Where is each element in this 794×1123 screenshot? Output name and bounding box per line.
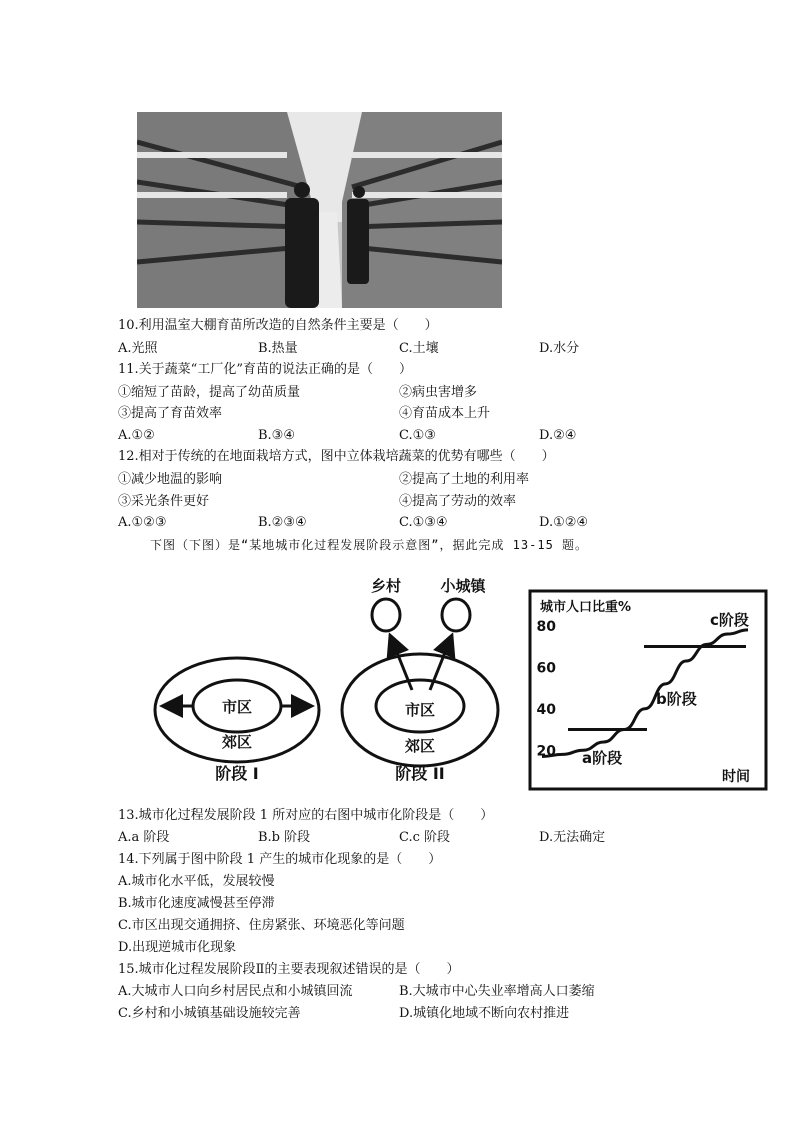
q14-option-a[interactable]: A.城市化水平低，发展较慢 <box>118 874 275 889</box>
chart-title: 城市人口比重% <box>540 600 632 615</box>
q10-option-c[interactable]: C.土壤 <box>399 341 439 356</box>
q11-statement-1: ①缩短了苗龄，提高了幼苗质量 <box>118 385 301 400</box>
urbanization-figure <box>150 575 770 795</box>
q13-option-d[interactable]: D.无法确定 <box>539 830 606 845</box>
q12-statement-2: ②提高了土地的利用率 <box>399 472 530 487</box>
chart-series-line <box>542 630 748 757</box>
chart-y-tick-label: 20 <box>536 743 556 760</box>
greenhouse-photo <box>137 112 502 308</box>
q11-statement-2: ②病虫害增多 <box>399 385 478 400</box>
q14-stem: 14.下列属于图中阶段 1 产生的城市化现象的是（ ） <box>118 852 442 867</box>
chart-y-tick-label: 80 <box>536 618 556 635</box>
stage-2-target-village: 乡村 <box>370 577 402 595</box>
q12-option-a[interactable]: A.①②③ <box>118 515 167 530</box>
q15-option-d[interactable]: D.城镇化地域不断向农村推进 <box>399 1006 570 1021</box>
q11-statement-4: ④育苗成本上升 <box>399 406 491 421</box>
q10-option-a[interactable]: A.光照 <box>118 341 158 356</box>
q10-stem: 10.利用温室大棚育苗所改造的自然条件主要是（ ） <box>118 318 438 333</box>
q11-option-d[interactable]: D.②④ <box>539 428 577 443</box>
q15-stem: 15.城市化过程发展阶段Ⅱ的主要表现叙述错误的是（ ） <box>118 962 460 977</box>
q10-option-d[interactable]: D.水分 <box>539 341 580 356</box>
q13-option-b[interactable]: B.b 阶段 <box>258 830 311 845</box>
stage-2-target-town: 小城镇 <box>440 577 486 595</box>
stage-2-caption: 阶段 II <box>395 764 445 783</box>
q15-option-c[interactable]: C.乡村和小城镇基础设施较完善 <box>118 1006 301 1021</box>
chart-phase-label: c阶段 <box>710 611 749 629</box>
stage-1-inner-label: 市区 <box>221 698 253 716</box>
stage-2-outer-label: 郊区 <box>404 737 436 755</box>
q14-option-b[interactable]: B.城市化速度减慢甚至停滞 <box>118 896 275 911</box>
q15-option-b[interactable]: B.大城市中心失业率增高人口萎缩 <box>399 984 595 999</box>
stage-1-caption: 阶段 I <box>215 764 259 783</box>
q11-statement-3: ③提高了育苗效率 <box>118 406 223 421</box>
q12-statement-3: ③采光条件更好 <box>118 494 210 509</box>
q12-option-c[interactable]: C.①③④ <box>399 515 448 530</box>
chart-phase-label: a阶段 <box>582 749 623 767</box>
chart-y-tick-label: 60 <box>536 660 556 677</box>
q13-option-c[interactable]: C.c 阶段 <box>399 830 451 845</box>
q12-statement-4: ④提高了劳动的效率 <box>399 494 517 509</box>
stage-2-inner-label: 市区 <box>404 701 436 719</box>
q12-statement-1: ①减少地温的影响 <box>118 472 223 487</box>
q11-option-c[interactable]: C.①③ <box>399 428 436 443</box>
q13-stem: 13.城市化过程发展阶段 1 所对应的右图中城市化阶段是（ ） <box>118 808 494 823</box>
q11-stem: 11.关于蔬菜“工厂化”育苗的说法正确的是（ ） <box>118 362 412 377</box>
stage-2-diagram <box>342 577 498 783</box>
chart-y-ticks <box>537 619 557 760</box>
q11-option-a[interactable]: A.①② <box>118 428 155 443</box>
chart-phase-label: b阶段 <box>656 690 697 708</box>
q12-stem: 12.相对于传统的在地面栽培方式，图中立体栽培蔬菜的优势有哪些（ ） <box>118 449 555 464</box>
q10-option-b[interactable]: B.热量 <box>258 341 298 356</box>
urban-population-chart <box>530 591 766 789</box>
stage-1-diagram <box>155 658 319 783</box>
q15-option-a[interactable]: A.大城市人口向乡村居民点和小城镇回流 <box>118 984 353 999</box>
q14-option-c[interactable]: C.市区出现交通拥挤、住房紧张、环境恶化等问题 <box>118 918 405 933</box>
q13-option-a[interactable]: A.a 阶段 <box>118 830 170 845</box>
q11-option-b[interactable]: B.③④ <box>258 428 295 443</box>
figure-intro: 下图（下图）是“某地城市化过程发展阶段示意图”，据此完成 13-15 题。 <box>150 538 589 552</box>
stage-1-outer-label: 郊区 <box>221 733 253 751</box>
q12-option-b[interactable]: B.②③④ <box>258 515 307 530</box>
chart-x-label: 时间 <box>722 769 750 785</box>
q12-option-d[interactable]: D.①②④ <box>539 515 589 530</box>
chart-y-tick-label: 40 <box>536 701 556 718</box>
q14-option-d[interactable]: D.出现逆城市化现象 <box>118 940 237 955</box>
